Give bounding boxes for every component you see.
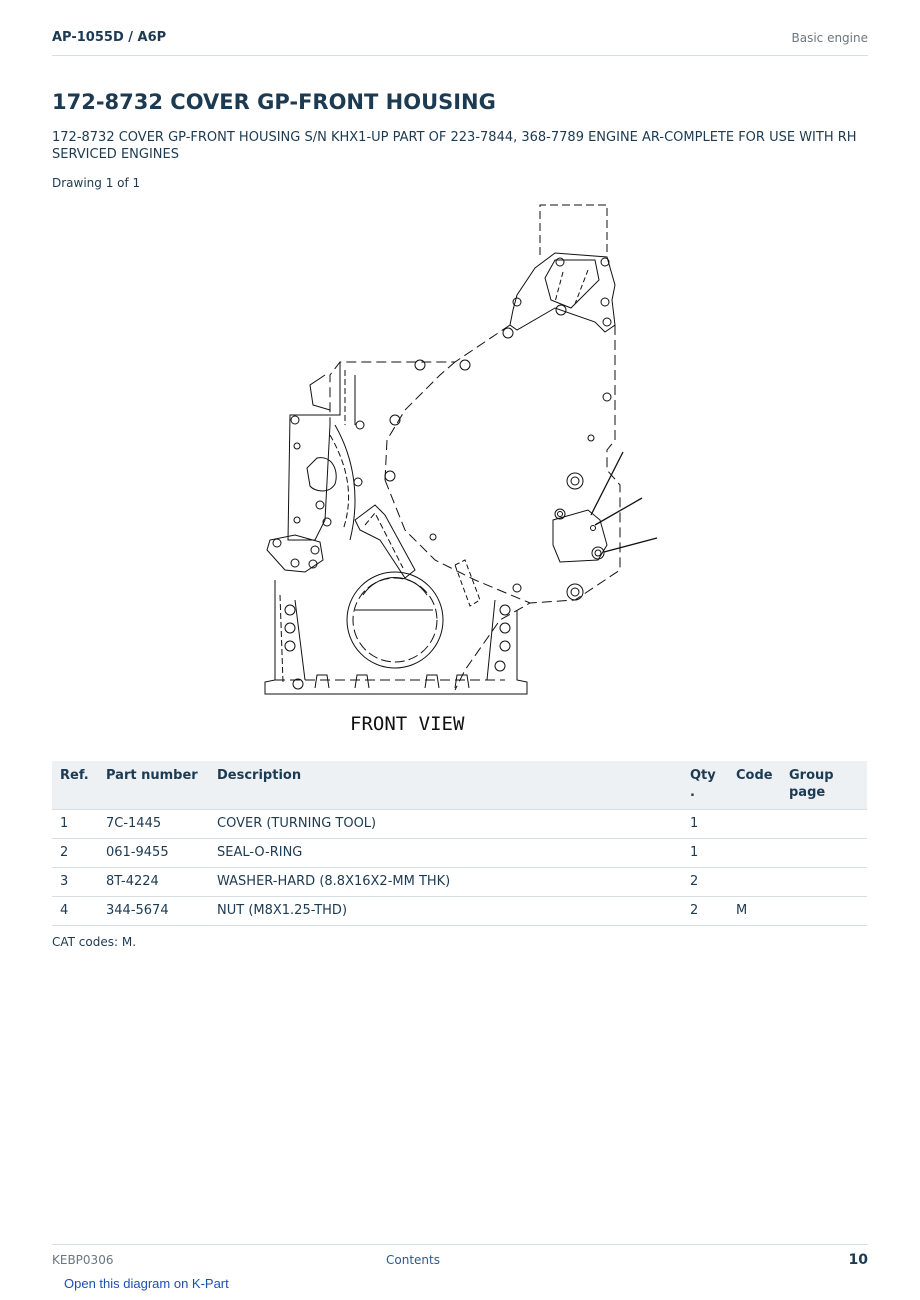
row-part-number: 061-9455 [98,838,209,867]
row-code: M [728,896,781,925]
row-ref: 1 [52,809,98,838]
row-part-number: 7C-1445 [98,809,209,838]
cat-codes-note: CAT codes: M. [52,935,137,949]
table-header-row [52,761,867,809]
row-description: SEAL-O-RING [209,838,682,867]
header-code: Code [728,761,781,809]
row-group-page [781,867,867,896]
page-title: 172-8732 COVER GP-FRONT HOUSING [52,90,496,114]
header-qty: Qty . [682,761,728,809]
page-footer [52,1244,868,1274]
section-label: Basic engine [791,31,868,45]
header-description: Description [209,761,682,809]
row-ref: 2 [52,838,98,867]
open-kpart-link[interactable]: Open this diagram on K-Part [64,1276,229,1291]
row-ref: 3 [52,867,98,896]
model-label: AP-1055D / A6P [52,30,167,45]
row-ref: 4 [52,896,98,925]
contents-link[interactable]: Contents [386,1253,440,1267]
row-group-page [781,896,867,925]
row-qty: 1 [682,838,728,867]
row-code [728,867,781,896]
parts-table [52,761,867,926]
row-qty: 2 [682,896,728,925]
row-group-page [781,809,867,838]
front-housing-drawing [255,200,675,740]
header-group-page: Group page [781,761,867,809]
row-group-page [781,838,867,867]
row-qty: 2 [682,867,728,896]
row-description: COVER (TURNING TOOL) [209,809,682,838]
header-part-number: Part number [98,761,209,809]
row-part-number: 344-5674 [98,896,209,925]
row-qty: 1 [682,809,728,838]
row-description: WASHER-HARD (8.8X16X2-MM THK) [209,867,682,896]
table-row [52,838,867,867]
page-subtitle: 172-8732 COVER GP-FRONT HOUSING S/N KHX1-UP PART OF 223-7844, 368-7789 ENGINE AR-COMPLETE FOR USE WITH RH SERVICED ENGINES [52,130,857,162]
row-description: NUT (M8X1.25-THD) [209,896,682,925]
drawing-caption: FRONT VIEW [350,713,465,735]
row-code [728,809,781,838]
page-header [52,28,868,56]
document-id: KEBP0306 [52,1253,114,1267]
table-row [52,896,867,925]
drawing-count: Drawing 1 of 1 [52,176,141,190]
row-code [728,838,781,867]
page-number: 10 [848,1252,868,1268]
header-ref: Ref. [52,761,98,809]
table-row [52,867,867,896]
row-part-number: 8T-4224 [98,867,209,896]
table-row [52,809,867,838]
